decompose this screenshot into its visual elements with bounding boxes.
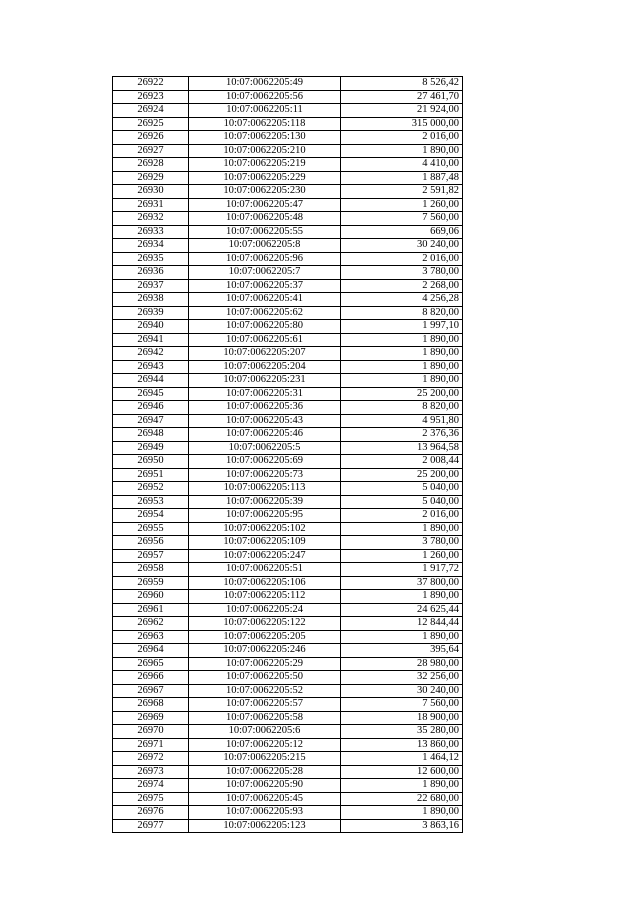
row-number-cell: 26959 [113, 576, 189, 590]
cadastral-number-cell: 10:07:0062205:210 [189, 144, 341, 158]
row-number-cell: 26946 [113, 401, 189, 415]
row-number-cell: 26923 [113, 90, 189, 104]
table-row [113, 630, 463, 644]
table-row [113, 698, 463, 712]
value-cell: 1 997,10 [341, 320, 463, 334]
cadastral-number-cell: 10:07:0062205:41 [189, 293, 341, 307]
table-row [113, 792, 463, 806]
cadastral-value-table [112, 76, 463, 833]
cadastral-number-cell: 10:07:0062205:8 [189, 239, 341, 253]
table-row [113, 603, 463, 617]
cadastral-number-cell: 10:07:0062205:95 [189, 509, 341, 523]
table-row [113, 347, 463, 361]
row-number-cell: 26940 [113, 320, 189, 334]
value-cell: 1 917,72 [341, 563, 463, 577]
row-number-cell: 26962 [113, 617, 189, 631]
row-number-cell: 26933 [113, 225, 189, 239]
row-number-cell: 26977 [113, 819, 189, 833]
cadastral-number-cell: 10:07:0062205:207 [189, 347, 341, 361]
table-row [113, 590, 463, 604]
value-cell: 32 256,00 [341, 671, 463, 685]
cadastral-number-cell: 10:07:0062205:37 [189, 279, 341, 293]
table-row [113, 509, 463, 523]
cadastral-number-cell: 10:07:0062205:118 [189, 117, 341, 131]
cadastral-number-cell: 10:07:0062205:46 [189, 428, 341, 442]
table-row [113, 536, 463, 550]
row-number-cell: 26974 [113, 779, 189, 793]
row-number-cell: 26935 [113, 252, 189, 266]
row-number-cell: 26937 [113, 279, 189, 293]
value-cell: 1 887,48 [341, 171, 463, 185]
value-cell: 37 800,00 [341, 576, 463, 590]
value-cell: 30 240,00 [341, 684, 463, 698]
row-number-cell: 26947 [113, 414, 189, 428]
row-number-cell: 26931 [113, 198, 189, 212]
value-cell: 3 780,00 [341, 536, 463, 550]
table-row [113, 225, 463, 239]
table-row [113, 711, 463, 725]
row-number-cell: 26958 [113, 563, 189, 577]
table-row [113, 266, 463, 280]
table-row [113, 576, 463, 590]
cadastral-number-cell: 10:07:0062205:93 [189, 806, 341, 820]
table-row [113, 684, 463, 698]
row-number-cell: 26975 [113, 792, 189, 806]
cadastral-number-cell: 10:07:0062205:205 [189, 630, 341, 644]
table-row [113, 806, 463, 820]
table-row [113, 252, 463, 266]
cadastral-number-cell: 10:07:0062205:96 [189, 252, 341, 266]
row-number-cell: 26971 [113, 738, 189, 752]
row-number-cell: 26944 [113, 374, 189, 388]
value-cell: 2 016,00 [341, 509, 463, 523]
value-cell: 1 890,00 [341, 522, 463, 536]
value-cell: 1 890,00 [341, 144, 463, 158]
cadastral-number-cell: 10:07:0062205:90 [189, 779, 341, 793]
cadastral-number-cell: 10:07:0062205:24 [189, 603, 341, 617]
cadastral-number-cell: 10:07:0062205:69 [189, 455, 341, 469]
value-cell: 21 924,00 [341, 104, 463, 118]
table-row [113, 374, 463, 388]
value-cell: 30 240,00 [341, 239, 463, 253]
value-cell: 8 820,00 [341, 401, 463, 415]
value-cell: 1 890,00 [341, 779, 463, 793]
value-cell: 1 260,00 [341, 198, 463, 212]
row-number-cell: 26951 [113, 468, 189, 482]
row-number-cell: 26964 [113, 644, 189, 658]
row-number-cell: 26969 [113, 711, 189, 725]
table-row [113, 455, 463, 469]
row-number-cell: 26963 [113, 630, 189, 644]
value-cell: 13 964,58 [341, 441, 463, 455]
table-row [113, 171, 463, 185]
cadastral-number-cell: 10:07:0062205:56 [189, 90, 341, 104]
cadastral-number-cell: 10:07:0062205:57 [189, 698, 341, 712]
table-row [113, 657, 463, 671]
row-number-cell: 26925 [113, 117, 189, 131]
cadastral-number-cell: 10:07:0062205:122 [189, 617, 341, 631]
table-body [113, 77, 463, 833]
table-row [113, 563, 463, 577]
table-row [113, 725, 463, 739]
table-row [113, 738, 463, 752]
cadastral-number-cell: 10:07:0062205:31 [189, 387, 341, 401]
value-cell: 2 376,36 [341, 428, 463, 442]
cadastral-number-cell: 10:07:0062205:80 [189, 320, 341, 334]
value-cell: 25 200,00 [341, 468, 463, 482]
value-cell: 13 860,00 [341, 738, 463, 752]
table-row [113, 765, 463, 779]
row-number-cell: 26941 [113, 333, 189, 347]
row-number-cell: 26968 [113, 698, 189, 712]
table-row [113, 117, 463, 131]
value-cell: 1 890,00 [341, 374, 463, 388]
value-cell: 5 040,00 [341, 482, 463, 496]
value-cell: 12 600,00 [341, 765, 463, 779]
table-row [113, 185, 463, 199]
row-number-cell: 26966 [113, 671, 189, 685]
cadastral-number-cell: 10:07:0062205:106 [189, 576, 341, 590]
value-cell: 25 200,00 [341, 387, 463, 401]
row-number-cell: 26922 [113, 77, 189, 91]
value-cell: 35 280,00 [341, 725, 463, 739]
cadastral-number-cell: 10:07:0062205:204 [189, 360, 341, 374]
row-number-cell: 26945 [113, 387, 189, 401]
value-cell: 4 951,80 [341, 414, 463, 428]
table-row [113, 90, 463, 104]
row-number-cell: 26955 [113, 522, 189, 536]
table-row [113, 333, 463, 347]
row-number-cell: 26976 [113, 806, 189, 820]
value-cell: 8 526,42 [341, 77, 463, 91]
cadastral-number-cell: 10:07:0062205:215 [189, 752, 341, 766]
cadastral-number-cell: 10:07:0062205:123 [189, 819, 341, 833]
table-row [113, 144, 463, 158]
value-cell: 28 980,00 [341, 657, 463, 671]
row-number-cell: 26930 [113, 185, 189, 199]
table-row [113, 779, 463, 793]
table-row [113, 401, 463, 415]
table-row [113, 131, 463, 145]
cadastral-number-cell: 10:07:0062205:61 [189, 333, 341, 347]
table-row [113, 644, 463, 658]
value-cell: 1 890,00 [341, 347, 463, 361]
value-cell: 5 040,00 [341, 495, 463, 509]
cadastral-number-cell: 10:07:0062205:62 [189, 306, 341, 320]
cadastral-number-cell: 10:07:0062205:11 [189, 104, 341, 118]
table-row [113, 522, 463, 536]
value-cell: 7 560,00 [341, 212, 463, 226]
table-row [113, 239, 463, 253]
cadastral-number-cell: 10:07:0062205:28 [189, 765, 341, 779]
table-row [113, 279, 463, 293]
table-row [113, 293, 463, 307]
row-number-cell: 26952 [113, 482, 189, 496]
value-cell: 315 000,00 [341, 117, 463, 131]
row-number-cell: 26965 [113, 657, 189, 671]
row-number-cell: 26948 [113, 428, 189, 442]
table-row [113, 441, 463, 455]
table-row [113, 549, 463, 563]
row-number-cell: 26970 [113, 725, 189, 739]
cadastral-number-cell: 10:07:0062205:36 [189, 401, 341, 415]
value-cell: 1 890,00 [341, 333, 463, 347]
cadastral-number-cell: 10:07:0062205:247 [189, 549, 341, 563]
value-cell: 2 008,44 [341, 455, 463, 469]
row-number-cell: 26957 [113, 549, 189, 563]
cadastral-number-cell: 10:07:0062205:219 [189, 158, 341, 172]
value-cell: 1 890,00 [341, 806, 463, 820]
cadastral-number-cell: 10:07:0062205:43 [189, 414, 341, 428]
value-cell: 2 016,00 [341, 252, 463, 266]
cadastral-number-cell: 10:07:0062205:49 [189, 77, 341, 91]
table-row [113, 495, 463, 509]
row-number-cell: 26926 [113, 131, 189, 145]
value-cell: 3 863,16 [341, 819, 463, 833]
row-number-cell: 26972 [113, 752, 189, 766]
row-number-cell: 26949 [113, 441, 189, 455]
cadastral-number-cell: 10:07:0062205:50 [189, 671, 341, 685]
table-row [113, 320, 463, 334]
table-row [113, 104, 463, 118]
row-number-cell: 26956 [113, 536, 189, 550]
row-number-cell: 26932 [113, 212, 189, 226]
value-cell: 395,64 [341, 644, 463, 658]
cadastral-number-cell: 10:07:0062205:231 [189, 374, 341, 388]
row-number-cell: 26943 [113, 360, 189, 374]
table-row [113, 306, 463, 320]
cadastral-number-cell: 10:07:0062205:109 [189, 536, 341, 550]
cadastral-number-cell: 10:07:0062205:5 [189, 441, 341, 455]
row-number-cell: 26953 [113, 495, 189, 509]
cadastral-number-cell: 10:07:0062205:47 [189, 198, 341, 212]
row-number-cell: 26960 [113, 590, 189, 604]
value-cell: 1 890,00 [341, 360, 463, 374]
value-cell: 2 591,82 [341, 185, 463, 199]
row-number-cell: 26934 [113, 239, 189, 253]
row-number-cell: 26973 [113, 765, 189, 779]
value-cell: 24 625,44 [341, 603, 463, 617]
value-cell: 1 890,00 [341, 630, 463, 644]
table-row [113, 387, 463, 401]
value-cell: 12 844,44 [341, 617, 463, 631]
value-cell: 4 410,00 [341, 158, 463, 172]
table-row [113, 158, 463, 172]
row-number-cell: 26938 [113, 293, 189, 307]
value-cell: 3 780,00 [341, 266, 463, 280]
value-cell: 18 900,00 [341, 711, 463, 725]
cadastral-number-cell: 10:07:0062205:52 [189, 684, 341, 698]
row-number-cell: 26967 [113, 684, 189, 698]
cadastral-number-cell: 10:07:0062205:130 [189, 131, 341, 145]
value-cell: 7 560,00 [341, 698, 463, 712]
table-row [113, 414, 463, 428]
table-row [113, 77, 463, 91]
row-number-cell: 26936 [113, 266, 189, 280]
cadastral-number-cell: 10:07:0062205:229 [189, 171, 341, 185]
cadastral-number-cell: 10:07:0062205:45 [189, 792, 341, 806]
cadastral-number-cell: 10:07:0062205:6 [189, 725, 341, 739]
table-row [113, 482, 463, 496]
cadastral-number-cell: 10:07:0062205:230 [189, 185, 341, 199]
row-number-cell: 26939 [113, 306, 189, 320]
cadastral-number-cell: 10:07:0062205:73 [189, 468, 341, 482]
cadastral-number-cell: 10:07:0062205:113 [189, 482, 341, 496]
value-cell: 1 464,12 [341, 752, 463, 766]
table-row [113, 198, 463, 212]
cadastral-number-cell: 10:07:0062205:246 [189, 644, 341, 658]
table-row [113, 428, 463, 442]
cadastral-number-cell: 10:07:0062205:39 [189, 495, 341, 509]
cadastral-number-cell: 10:07:0062205:102 [189, 522, 341, 536]
table-row [113, 752, 463, 766]
row-number-cell: 26924 [113, 104, 189, 118]
value-cell: 8 820,00 [341, 306, 463, 320]
table-row [113, 468, 463, 482]
row-number-cell: 26927 [113, 144, 189, 158]
value-cell: 2 016,00 [341, 131, 463, 145]
cadastral-number-cell: 10:07:0062205:51 [189, 563, 341, 577]
cadastral-number-cell: 10:07:0062205:112 [189, 590, 341, 604]
cadastral-number-cell: 10:07:0062205:12 [189, 738, 341, 752]
value-cell: 1 260,00 [341, 549, 463, 563]
table-row [113, 360, 463, 374]
value-cell: 27 461,70 [341, 90, 463, 104]
cadastral-number-cell: 10:07:0062205:48 [189, 212, 341, 226]
cadastral-number-cell: 10:07:0062205:7 [189, 266, 341, 280]
row-number-cell: 26954 [113, 509, 189, 523]
table-row [113, 819, 463, 833]
value-cell: 4 256,28 [341, 293, 463, 307]
cadastral-number-cell: 10:07:0062205:58 [189, 711, 341, 725]
value-cell: 22 680,00 [341, 792, 463, 806]
value-cell: 2 268,00 [341, 279, 463, 293]
table-row [113, 212, 463, 226]
value-cell: 1 890,00 [341, 590, 463, 604]
row-number-cell: 26961 [113, 603, 189, 617]
table-row [113, 617, 463, 631]
row-number-cell: 26929 [113, 171, 189, 185]
table-row [113, 671, 463, 685]
row-number-cell: 26950 [113, 455, 189, 469]
row-number-cell: 26942 [113, 347, 189, 361]
cadastral-number-cell: 10:07:0062205:55 [189, 225, 341, 239]
cadastral-number-cell: 10:07:0062205:29 [189, 657, 341, 671]
value-cell: 669,06 [341, 225, 463, 239]
row-number-cell: 26928 [113, 158, 189, 172]
